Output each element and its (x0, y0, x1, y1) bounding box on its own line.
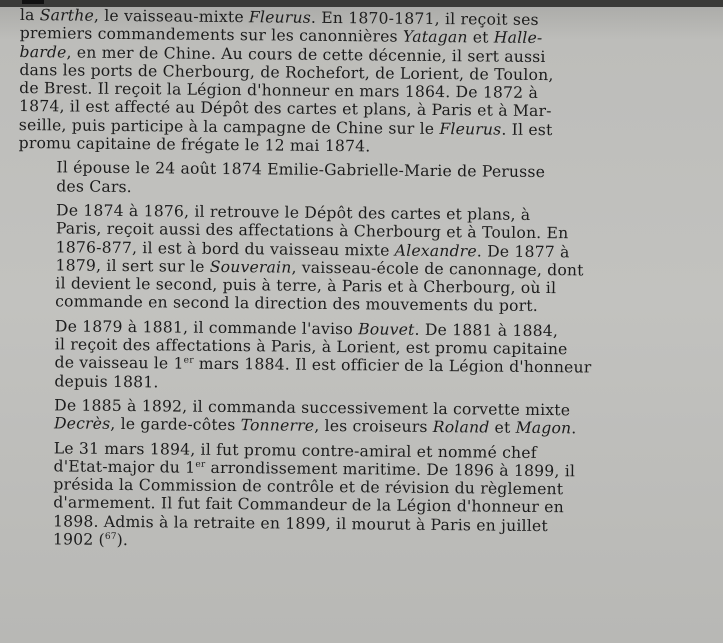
text-run: , le garde-côtes (110, 415, 241, 435)
text-run: mars 1884. Il est officier de la Légion d'honneur (193, 355, 592, 377)
paragraph (16, 317, 707, 397)
text-run: la (19, 6, 40, 25)
italic-name: Decrès (53, 414, 111, 434)
text-run: De 1885 à 1892, il commanda successivement la corvette mixte (54, 396, 571, 420)
italic-name: Bouvet (358, 320, 415, 339)
text-run: 1902 ( (52, 530, 105, 549)
text-run: de vaisseau le 1 (54, 353, 184, 373)
italic-name: barde (19, 42, 67, 62)
text-run: d'armement. Il fut fait Commandeur de la Légion d'honneur en (53, 493, 564, 517)
text-run: 1876-877, il est à bord du vaisseau mixte (55, 237, 395, 260)
italic-name: Fleurus (248, 8, 312, 27)
text-run: De 1879 à 1881, il commande l'aviso (54, 317, 359, 339)
text-run: , vaisseau-école de canonnage, dont (291, 258, 584, 280)
text-run: seille, puis participe à la campagne de Chine sur le (18, 115, 440, 138)
text-run: d'Etat-major du 1 (53, 457, 196, 477)
text-run: présida la Commission de contrôle et de révision du règlement (53, 475, 564, 499)
text-run: premiers commandements sur les canonnières (19, 24, 404, 46)
italic-name: Tonnerre (240, 416, 315, 436)
text-run: il reçoit des affectations à Paris, à Lorient, est promu capitaine (54, 335, 568, 359)
text-run: . (571, 419, 577, 438)
text-run: promu capitaine de frégate le 12 mai 1874. (18, 134, 371, 156)
text-run: depuis 1881. (54, 371, 159, 391)
text-run: de Brest. Il reçoit la Légion d'honneur en mars 1864. De 1872 à (19, 79, 539, 103)
text-run: 1879, il sert sur le (55, 256, 210, 276)
text-run: commande en second la direction des mouvements du port. (55, 292, 539, 316)
body-text (15, 6, 710, 561)
italic-name: Souverain (209, 257, 292, 277)
text-run: ). (116, 530, 129, 550)
italic-name: Roland (432, 418, 490, 437)
italic-name: Sarthe (39, 6, 95, 25)
text-run: . En 1870-1871, il reçoit ses (310, 8, 539, 29)
text-run: 1898. Admis à la retraite en 1899, il mourut à Paris en juillet (52, 512, 548, 535)
text-run: et (467, 28, 494, 47)
text-run: arrondissement maritime. De 1896 à 1899, il (205, 458, 576, 481)
paragraph (16, 396, 706, 439)
text-run: dans les ports de Cherbourg, de Rochefort, de Lorient, de Toulon, (19, 60, 554, 85)
italic-name: Magon (515, 419, 572, 438)
superscript: er (195, 459, 206, 470)
paragraph (15, 439, 706, 555)
italic-name: Alexandre (394, 241, 477, 260)
text-run: 1874, il est affecté au Dépôt des cartes et plans, à Paris et à Mar- (18, 97, 552, 121)
page-top-mark (22, 0, 44, 4)
text-run: , les croiseurs (314, 417, 433, 437)
paragraph (19, 6, 710, 159)
text-run: Il épouse le 24 août 1874 Emilie-Gabrielle-Marie de Perusse (56, 158, 546, 182)
text-run: . De 1877 à (476, 241, 570, 261)
text-run: Paris, reçoit aussi des affectations à Cherbourg et à Toulon. En (55, 219, 569, 243)
text-run: , en mer de Chine. Au cours de cette décennie, il sert aussi (66, 43, 546, 66)
italic-name: Yatagan (402, 27, 468, 47)
superscript: 67 (104, 531, 117, 542)
text-run: des Cars. (56, 177, 132, 196)
text-run: . De 1881 à 1884, (414, 320, 559, 340)
paragraph (18, 158, 708, 201)
superscript: er (183, 355, 194, 367)
paragraph (17, 201, 708, 317)
text-run: et (489, 418, 516, 438)
text-run: . Il est (501, 120, 553, 139)
text-run: il devient le second, puis à terre, à Paris et à Cherbourg, où il (55, 274, 557, 298)
text-run: De 1874 à 1876, il retrouve le Dépôt des cartes et plans, à (55, 201, 531, 224)
italic-name: Halle- (493, 28, 543, 48)
italic-name: Fleurus (439, 119, 502, 139)
text-run: Le 31 mars 1894, il fut promu contre-amiral et nommé chef (53, 438, 537, 462)
text-run: , le vaisseau-mixte (93, 6, 250, 27)
